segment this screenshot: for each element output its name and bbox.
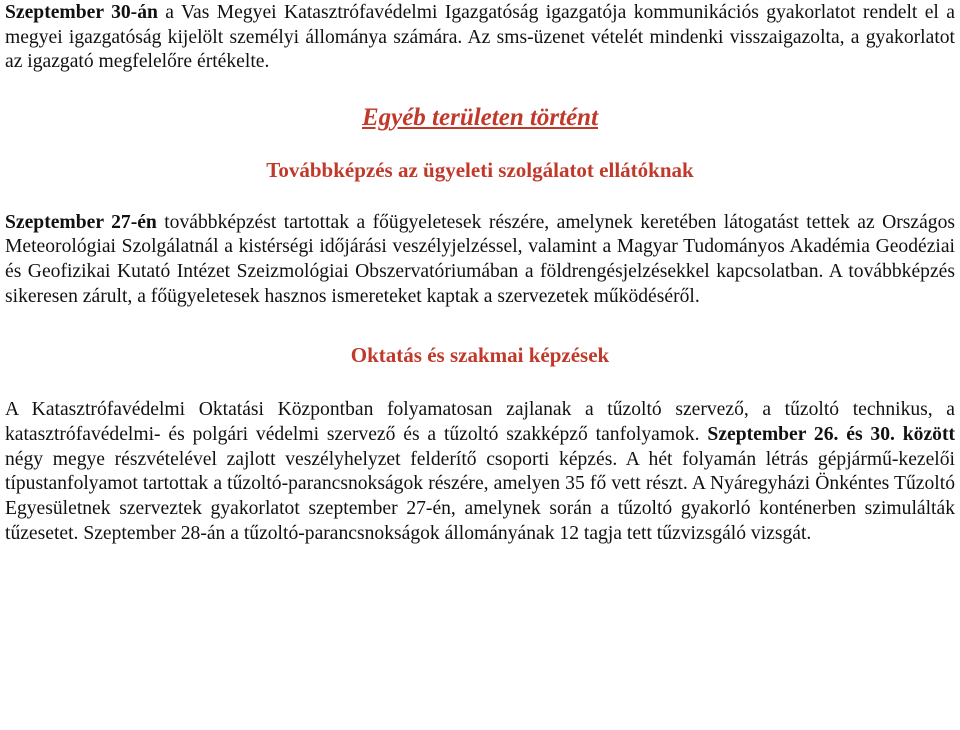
training-text: továbbképzést tartottak a főügyeletesek részére, amelynek keretében látogatást tettek az Országos Meteorológiai Szolgálatnál a kistérségi időjárási veszélyjelzéssel, valamint a Magyar Tudományos Akadémia Geodéziai és Geofizikai Kutató Intézet Szeizmológiai Obszervatóriumában a földrengésjelzésekkel kapcsolatban. A továbbképzés sikeresen zárult, a főügyeletesek hasznos ismereteket kaptak a szervezetek működéséről. bbox=[5, 211, 955, 307]
section-title: Egyéb területen történt bbox=[361, 103, 599, 131]
training-date: Szeptember 27-én bbox=[5, 211, 157, 233]
document-page bbox=[5, 0, 955, 546]
education-heading: Oktatás és szakmai képzések bbox=[350, 343, 610, 368]
intro-date: Szeptember 30-án bbox=[5, 2, 158, 23]
training-heading: Továbbképzés az ügyeleti szolgálatot ellátóknak bbox=[266, 157, 694, 182]
education-text-c: négy megye részvételével zajlott veszélyhelyzet felderítő csoporti képzés. A hét folyamán létrás gépjármű-kezelői típustanfolyamot tartottak a tűzoltó-parancsnokságok részére, amelyen 35 fő vett részt. A Nyáregyházi Önkéntes Tűzoltó Egyesületnek szerveztek gyakorlatot szeptember 27-én, amelynek során a tűzoltó gyakorló konténerben szimulálták tűzesetet. Szeptember 28-án a tűzoltó-parancsnokságok állományának 12 tagja tett tűzvizsgáló vizsgát. bbox=[5, 448, 955, 544]
education-text-b bbox=[895, 424, 903, 445]
training-paragraph bbox=[5, 211, 955, 309]
education-paragraph bbox=[5, 398, 955, 546]
intro-paragraph bbox=[5, 1, 955, 75]
education-bold-dates: Szeptember 26. és 30. bbox=[707, 423, 895, 445]
education-bold-between: között bbox=[902, 423, 956, 445]
education-text-a: A Katasztrófavédelmi Oktatási Központban folyamatosan zajlanak a tűzoltó szervező, a tűzoltó technikus, a katasztrófavédelmi- és polgári védelmi szervező és a tűzoltó szakképző tanfolyamok. bbox=[5, 399, 955, 445]
intro-text: a Vas Megyei Katasztrófavédelmi Igazgatóság igazgatója kommunikációs gyakorlatot rendelt el a megyei igazgatóság kijelölt személyi állománya számára. Az sms-üzenet vételét mindenki visszaigazolta, a gyakorlatot az igazgató megfelelőre értékelte. bbox=[5, 2, 955, 73]
